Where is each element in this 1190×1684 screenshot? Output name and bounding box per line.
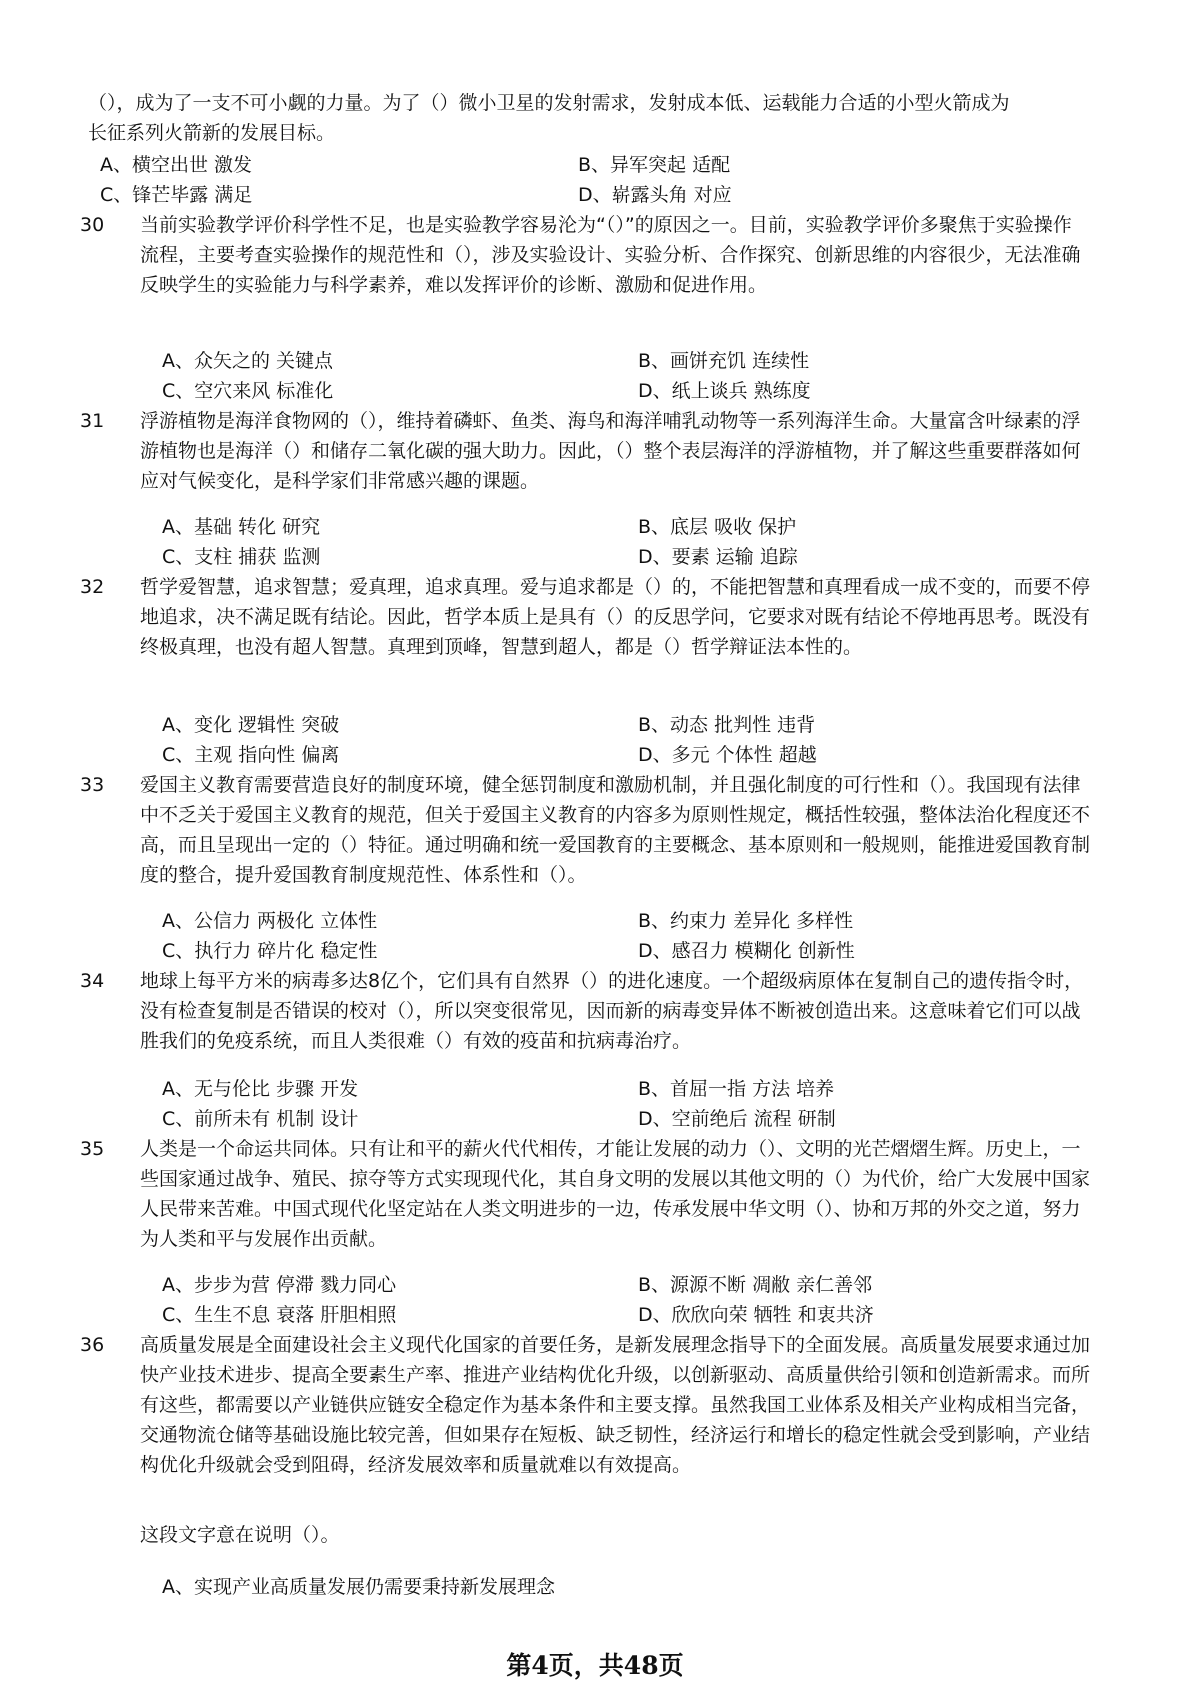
q35-option-d[interactable]: D、欣欣向荣 牺牲 和衷共济 (638, 1304, 874, 1326)
question-number: 31 (80, 410, 105, 432)
q33-option-c[interactable]: C、执行力 碎片化 稳定性 (162, 940, 378, 962)
question-number: 30 (80, 214, 105, 236)
q34-option-d[interactable]: D、空前绝后 流程 研制 (638, 1108, 836, 1130)
question-text: 浮游植物是海洋食物网的（），维持着磷虾、鱼类、海鸟和海洋哺乳动物等一系列海洋生命。大量富含叶绿素的浮游植物也是海洋（）和储存二氧化碳的强大助力。因此，（）整个表层海洋的浮游植物，并了解这些重要群落如何应对气候变化，是科学家们非常感兴趣的课题。 (140, 410, 1081, 492)
q34-option-a[interactable]: A、无与伦比 步骤 开发 (162, 1078, 359, 1100)
q31-option-b[interactable]: B、底层 吸收 保护 (638, 516, 797, 538)
q33-option-b[interactable]: B、约束力 差异化 多样性 (638, 910, 854, 932)
intro-option-a[interactable]: A、横空出世 激发 (100, 154, 253, 176)
question-text: 人类是一个命运共同体。只有让和平的薪火代代相传，才能让发展的动力（）、文明的光芒熠熠生辉。历史上，一些国家通过战争、殖民、掠夺等方式实现现代化，其自身文明的发展以其他文明的（）为代价，给广大发展中国家人民带来苦难。中国式现代化坚定站在人类文明进步的一边，传承发展中华文明（）、协和万邦的外交之道，努力为人类和平与发展作出贡献。 (140, 1138, 1091, 1250)
q35-option-a[interactable]: A、步步为营 停滞 戮力同心 (162, 1274, 397, 1296)
intro-option-b[interactable]: B、异军突起 适配 (578, 154, 731, 176)
question-number: 33 (80, 774, 105, 796)
q31-option-a[interactable]: A、基础 转化 研究 (162, 516, 321, 538)
q30-option-b[interactable]: B、画饼充饥 连续性 (638, 350, 810, 372)
q31-option-d[interactable]: D、要素 运输 追踪 (638, 546, 798, 568)
intro-text: （），成为了一支不可小觑的力量。为了（）微小卫星的发射需求，发射成本低、运载能力合适的小型火箭成为长征系列火箭新的发展目标。 (88, 92, 1010, 144)
question-text: 爱国主义教育需要营造良好的制度环境，健全惩罚制度和激励机制，并且强化制度的可行性和（）。我国现有法律中不乏关于爱国主义教育的规范，但关于爱国主义教育的内容多为原则性规定，概括性较强，整体法治化程度还不高，而且呈现出一定的（）特征。通过明确和统一爱国教育的主要概念、基本原则和一般规则，能推进爱国教育制度的整合，提升爱国教育制度规范性、体系性和（）。 (140, 774, 1091, 886)
q34-option-c[interactable]: C、前所未有 机制 设计 (162, 1108, 359, 1130)
question-number: 35 (80, 1138, 105, 1160)
question-number: 32 (80, 576, 105, 598)
q36-option-a[interactable]: A、实现产业高质量发展仍需要秉持新发展理念 (162, 1576, 555, 1598)
q31-option-c[interactable]: C、支柱 捕获 监测 (162, 546, 321, 568)
q32-option-c[interactable]: C、主观 指向性 偏离 (162, 744, 340, 766)
question-text: 哲学爱智慧，追求智慧；爱真理，追求真理。爱与追求都是（）的，不能把智慧和真理看成一成不变的，而要不停地追求，决不满足既有结论。因此，哲学本质上是具有（）的反思学问，它要求对既有结论不停地再思考。既没有终极真理，也没有超人智慧。真理到顶峰，智慧到超人，都是（）哲学辩证法本性的。 (140, 576, 1091, 658)
q33-option-d[interactable]: D、感召力 模糊化 创新性 (638, 940, 855, 962)
q30-option-c[interactable]: C、空穴来风 标准化 (162, 380, 334, 402)
q34-option-b[interactable]: B、首屈一指 方法 培养 (638, 1078, 835, 1100)
q32-option-d[interactable]: D、多元 个体性 超越 (638, 744, 817, 766)
q33-option-a[interactable]: A、公信力 两极化 立体性 (162, 910, 378, 932)
question-text: 高质量发展是全面建设社会主义现代化国家的首要任务，是新发展理念指导下的全面发展。高质量发展要求通过加快产业技术进步、提高全要素生产率、推进产业结构优化升级，以创新驱动、高质量供给引领和创造新需求。而所有这些，都需要以产业链供应链安全稳定作为基本条件和主要支撑。虽然我国工业体系及相关产业构成相当完备，交通物流仓储等基础设施比较完善，但如果存在短板、缺乏韧性，经济运行和增长的稳定性就会受到影响，产业结构优化升级就会受到阻碍，经济发展效率和质量就难以有效提高。 (140, 1334, 1091, 1476)
q35-option-c[interactable]: C、生生不息 衰落 肝胆相照 (162, 1304, 397, 1326)
q32-option-a[interactable]: A、变化 逻辑性 突破 (162, 714, 340, 736)
question-text: 地球上每平方米的病毒多达8亿个，它们具有自然界（）的进化速度。一个超级病原体在复制自己的遗传指令时，没有检查复制是否错误的校对（），所以突变很常见，因而新的病毒变异体不断被创造出来。这意味着它们可以战胜我们的免疫系统，而且人类很难（）有效的疫苗和抗病毒治疗。 (140, 970, 1084, 1052)
q30-option-d[interactable]: D、纸上谈兵 熟练度 (638, 380, 811, 402)
q35-option-b[interactable]: B、源源不断 凋敝 亲仁善邻 (638, 1274, 873, 1296)
question-prompt: 这段文字意在说明（）。 (140, 1524, 340, 1546)
q32-option-b[interactable]: B、动态 批判性 违背 (638, 714, 816, 736)
question-number: 36 (80, 1334, 105, 1356)
q30-option-a[interactable]: A、众矢之的 关键点 (162, 350, 334, 372)
intro-option-c[interactable]: C、锋芒毕露 满足 (100, 184, 253, 206)
question-number: 34 (80, 970, 105, 992)
question-text: 当前实验教学评价科学性不足，也是实验教学容易沦为“（）”的原因之一。目前，实验教学评价多聚焦于实验操作流程，主要考查实验操作的规范性和（），涉及实验设计、实验分析、合作探究、创新思维的内容很少，无法准确反映学生的实验能力与科学素养，难以发挥评价的诊断、激励和促进作用。 (140, 214, 1081, 296)
page-number-footer: 第4页，共48页 (506, 1651, 684, 1680)
intro-option-d[interactable]: D、崭露头角 对应 (578, 184, 732, 206)
